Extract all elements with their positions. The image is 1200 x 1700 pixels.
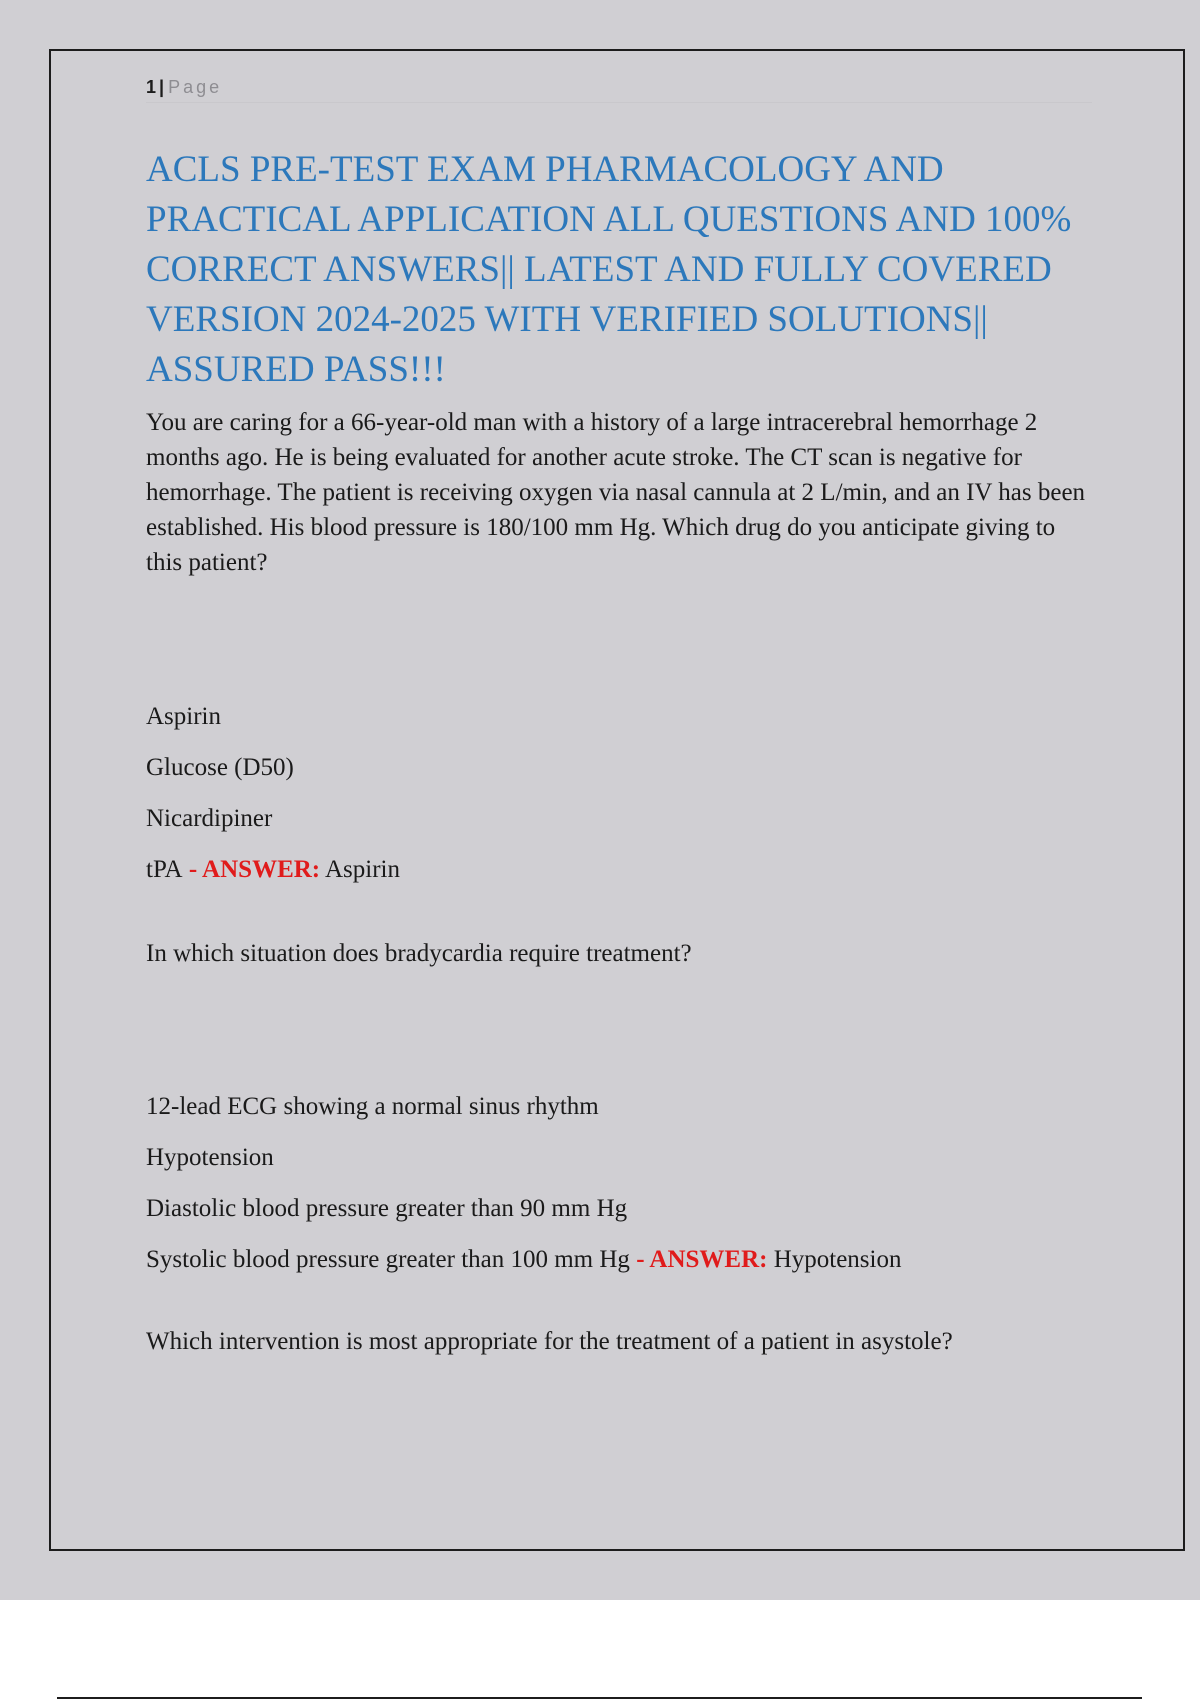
- question-2-text: In which situation does bradycardia require treatment?: [146, 940, 692, 967]
- answer-marker: - ANSWER:: [182, 856, 321, 883]
- question-2-option: Diastolic blood pressure greater than 90 mm Hg: [146, 1195, 628, 1222]
- question-1-option: Nicardipiner: [146, 805, 273, 832]
- question-1-option: Glucose (D50): [146, 754, 294, 781]
- question-2-option: Hypotension: [146, 1144, 274, 1171]
- page-label: Page: [168, 77, 223, 97]
- next-page-rule: [57, 1697, 1142, 1699]
- question-1-answer: Aspirin: [320, 856, 400, 883]
- question-1-text: You are caring for a 66-year-old man with a history of a large intracerebral hemorrhage 2 months ago. He is being evaluated for another acute stroke. The CT scan is negative for hemorrhage. The patient is receiving oxygen via nasal cannula at 2 L/min, and an IV has been established. His blood pressure is 180/100 mm Hg. Which drug do you anticipate giving to this patient?: [146, 409, 1086, 576]
- document-body: [146, 145, 1096, 1357]
- question-1-answer-line: [146, 855, 1096, 885]
- question-1-option: Aspirin: [146, 703, 221, 730]
- header-separator: |: [159, 77, 165, 97]
- question-2-options: [146, 1092, 1096, 1275]
- question-2-option: Systolic blood pressure greater than 100 mm Hg: [146, 1246, 630, 1273]
- question-2-answer-line: [146, 1245, 1096, 1275]
- question-3-text: Which intervention is most appropriate for the treatment of a patient in asystole?: [146, 1328, 953, 1355]
- question-2-option: 12-lead ECG showing a normal sinus rhythm: [146, 1093, 599, 1120]
- question-1-option: tPA: [146, 856, 183, 883]
- page-number: 1: [146, 77, 157, 97]
- answer-marker: - ANSWER:: [629, 1246, 768, 1273]
- question-2-answer: Hypotension: [767, 1246, 902, 1273]
- page-header: [146, 74, 1092, 103]
- question-1-options: [146, 702, 1096, 885]
- document-title: ACLS PRE-TEST EXAM PHARMACOLOGY AND PRACTICAL APPLICATION ALL QUESTIONS AND 100% CORRECT ANSWERS|| LATEST AND FULLY COVERED VERSION 2024-2025 WITH VERIFIED SOLUTIONS|| ASSURED PASS!!!: [146, 149, 1072, 390]
